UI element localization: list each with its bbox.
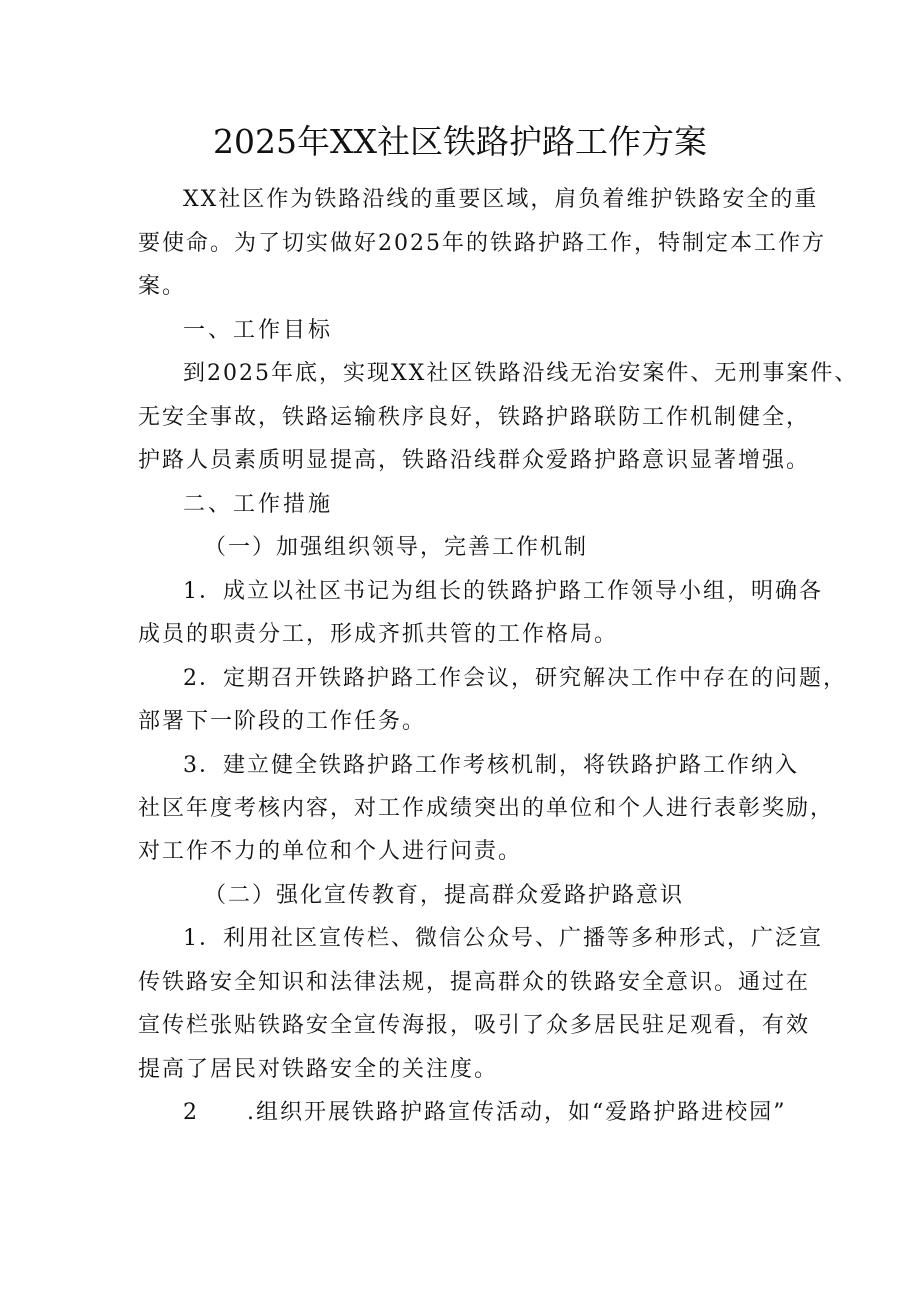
item-3-line-1: 3．建立健全铁路护路工作考核机制，将铁路护路工作纳入	[183, 753, 799, 778]
item-3-line-2: 社区年度考核内容，对工作成绩突出的单位和个人进行表彰奖励，	[138, 796, 835, 821]
item-3-line-3: 对工作不力的单位和个人进行问责。	[138, 839, 523, 864]
pub-item-1-line-3: 宣传栏张贴铁路安全宣传海报，吸引了众多居民驻足观看，有效	[138, 1013, 811, 1038]
intro-line-1: XX社区作为铁路沿线的重要区域，肩负着维护铁路安全的重	[183, 187, 819, 212]
intro-line-2: 要使命。为了切实做好2025年的铁路护路工作，特制定本工作方	[138, 231, 826, 256]
pub-item-1-line-4: 提高了居民对铁路安全的关注度。	[138, 1057, 499, 1082]
pub-item-1-line-1: 1．利用社区宣传栏、微信公众号、广播等多种形式，广泛宣	[183, 926, 823, 951]
pub-item-1-line-2: 传铁路安全知识和法律法规，提高群众的铁路安全意识。通过在	[138, 970, 811, 995]
section-heading-measures: 二、工作措施	[183, 492, 334, 517]
goals-line-3: 护路人员素质明显提高，铁路沿线群众爱路护路意识显著增强。	[138, 448, 811, 473]
goals-line-2: 无安全事故，铁路运输秩序良好，铁路护路联防工作机制健全，	[138, 405, 811, 430]
subheading-publicity: （二）强化宣传教育，提高群众爱路护路意识	[204, 883, 685, 908]
pub-item-2-line-1: 2 .组织开展铁路护路宣传活动，如“爱路护路进校园”	[183, 1100, 787, 1125]
subheading-organization: （一）加强组织领导，完善工作机制	[204, 535, 589, 560]
item-1-line-2: 成员的职责分工，形成齐抓共管的工作格局。	[138, 622, 619, 647]
document-title: 2025年XX社区铁路护路工作方案	[213, 122, 707, 161]
item-2-line-1: 2．定期召开铁路护路工作会议，研究解决工作中存在的问题，	[183, 666, 847, 691]
item-2-line-2: 部署下一阶段的工作任务。	[138, 709, 427, 734]
section-heading-goals: 一、工作目标	[183, 318, 334, 343]
goals-line-1: 到2025年底，实现XX社区铁路沿线无治安案件、无刑事案件、	[183, 361, 859, 386]
intro-line-3: 案。	[138, 274, 187, 299]
item-1-line-1: 1．成立以社区书记为组长的铁路护路工作领导小组，明确各	[183, 579, 823, 604]
